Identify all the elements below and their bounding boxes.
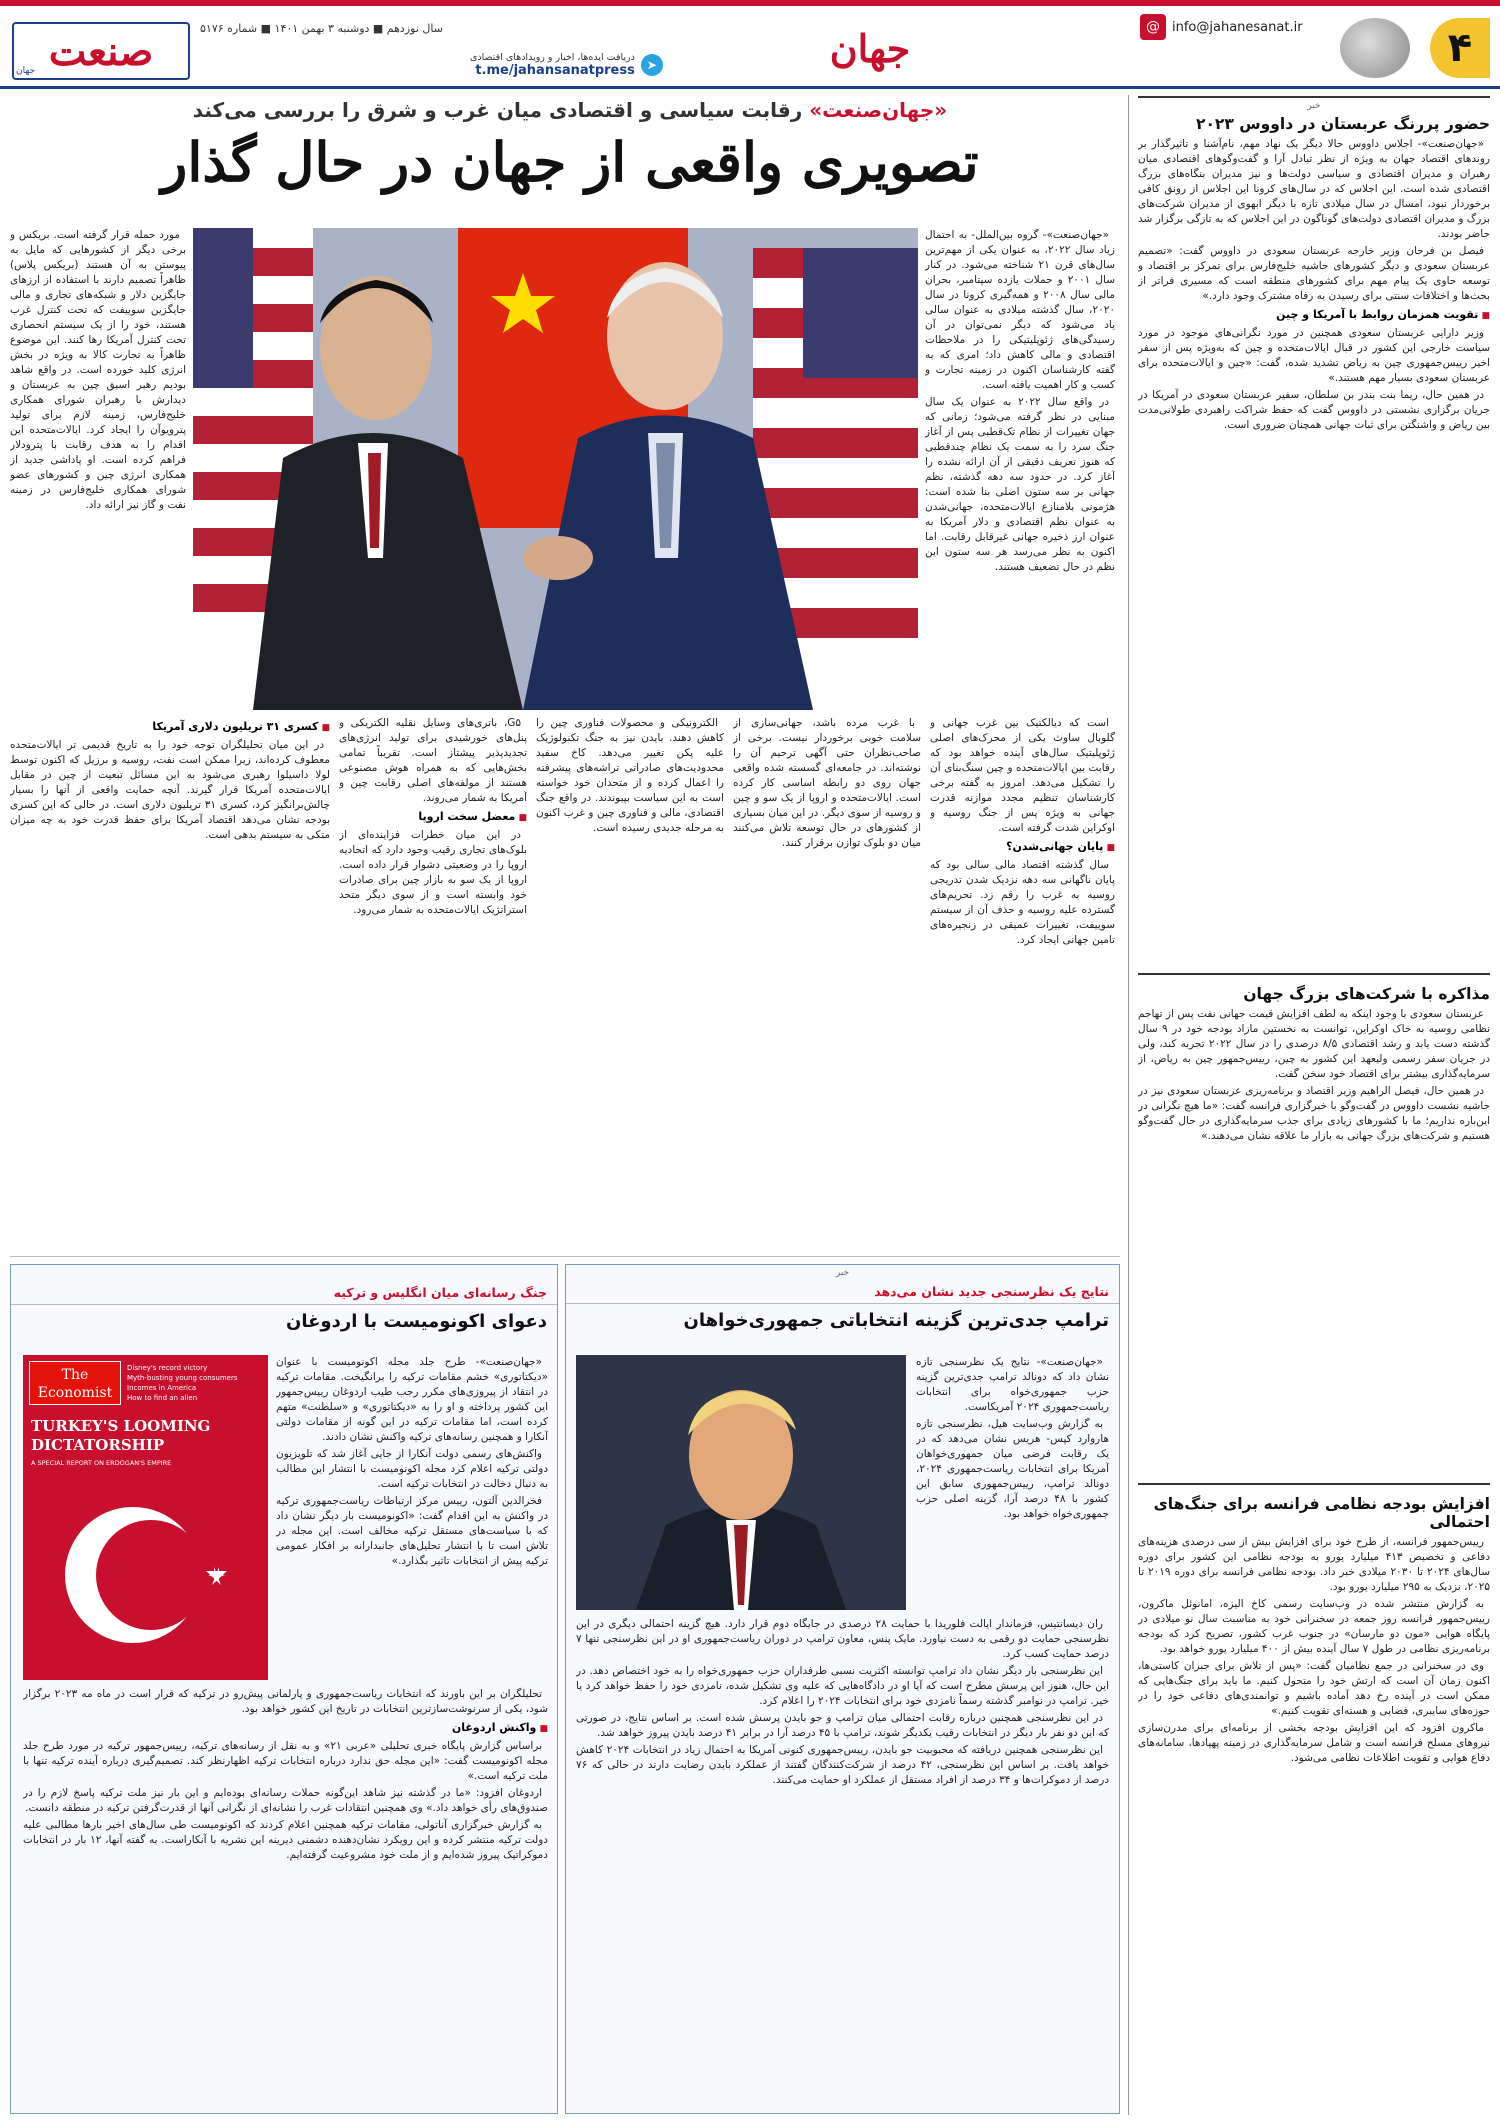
telegram-title: دریافت ایده‌ها، اخبار و رویدادهای اقتصادی <box>470 52 635 63</box>
section-title: جهان <box>829 26 911 71</box>
subheading-end-of-globalization: ■ پایان جهانی‌شدن؟ <box>930 839 1115 856</box>
main-headline: تصویری واقعی از جهان در حال گذار <box>161 130 979 194</box>
economist-col-body <box>23 1687 548 2107</box>
paragraph: G۵، باتری‌های وسایل نقلیه الکتریکی و پنل‌های خورشیدی برای تولید انرژی‌های تجدیدپذیر پیشتاز است. تقریباً تمامی بخش‌هایی که به همراه هوش مصنوعی هستند از مولفه‌های اصلی رقابت چین و آمریکا به شمار می‌روند. <box>339 717 527 804</box>
paragraph: واکنش‌های رسمی دولت آنکارا از جایی آغاز شد که تلویزیون دولتی ترکیه اعلام کرد مجله اکونومیست با انتشار این مطالب به دنبال دخالت در انتخابات ترکیه است. <box>276 1448 548 1490</box>
paragraph: در واقع سال ۲۰۲۲ به عنوان یک سال مبنایی در نظر گرفته می‌شود؛ زمانی که جهان تغییرات از نظام تک‌قطبی پس از آغاز جنگ سرد را به سمت یک نظام چندقطبی که هنوز تعریف دقیقی از آن ارائه نشده را آغاز کرد. در حدود سه دهه گذشته، نظم جهانی بر سه ستون اصلی بنا شده است: هژمونی بلامنازع ایالات‌متحده، جهانی‌شدن به عنوان نظم اقتصادی و دلار آمریکا به عنوان ارز ذخیره جهانی غیرقابل رقابت. اما اکنون به نظر می‌رسد هر سه ستون این نظم در حال تضعیف هستند. <box>925 396 1115 573</box>
sidebar-article3-body <box>1138 1535 1490 2114</box>
cover-teasers <box>127 1363 263 1403</box>
paragraph: این نظرسنجی همچنین دریافته که محبوبیت جو بایدن، رییس‌جمهوری کنونی آمریکا به احتمال زیاد در انتخابات ۲۰۲۴ کاهش خواهد یافت. بر اساس این نظرسنجی، ۴۲ درصد از شرکت‌کنندگان گفتند از عملکرد بایدن رضایت دارند در حالی که ۷۶ درصد از دموکرات‌ها و ۳۴ درصد از افراد مستقل از عملکرد او حمایت می‌کنند. <box>576 1744 1109 1786</box>
email-icon: @ <box>1140 14 1166 40</box>
economist-box-title: دعوای اکونومیست با اردوغان <box>285 1311 547 1332</box>
telegram-link[interactable]: t.me/jahansanatpress <box>475 63 635 78</box>
sidebar-subheading: ■ تقویت همزمان روابط با آمریکا و چین <box>1138 307 1490 324</box>
economist-box <box>10 1264 558 2114</box>
newspaper-logo[interactable] <box>12 22 190 80</box>
paragraph: اردوغان افزود: «ما در گذشته نیز شاهد این‌گونه حملات رسانه‌ای بوده‌ایم و این بار نیز ملت ترکیه پاسخ لازم را در صندوق‌های رأی خواهد داد.» وی همچنین انتقادات غرب را نشانه‌ای از نگرانی آنها از قدرت‌گرفتن ترکیه در منطقه دانست. <box>23 1787 548 1814</box>
trump-illustration <box>576 1355 906 1610</box>
issue-info: سال نوزدهم ■ دوشنبه ۳ بهمن ۱۴۰۱ ■ شماره ۵۱۷۶ <box>200 22 443 35</box>
trump-box-title: ترامپ جدی‌ترین گزینه انتخاباتی جمهوری‌خواهان <box>683 1310 1109 1331</box>
cover-strapline: A SPECIAL REPORT ON ERDOGAN'S EMPIRE <box>31 1459 172 1467</box>
telegram-promo[interactable] <box>470 48 770 82</box>
paragraph: «جهان‌صنعت»- اجلاس داووس حالا دیگر یک نهاد مهم، نام‌آشنا و تاثیرگذار بر روندهای اقتصاد جهان به ویژه از نظر تبادل آرا و گفت‌وگوهای اقتصادی میان رهبران و مدیران اقتصادی و سیاسی دولت‌ها و نیز مدیران بنگاه‌های بزرگ اقتصادی شده است. این اجلاس که در سال‌های کرونا این اجلاس از رونق کافی برخوردار نبود، امسال در سال میلادی تازه با دیگر ابهوی از مدیران شرکت‌های بزرگ و مدیران اقتصادی دولت‌های گوناگون در این اجلاس که به تازگی برگزار شد حاضر بودند. <box>1138 138 1490 240</box>
sidebar-article3-title: افزایش بودجه نظامی فرانسه برای جنگ‌های احتمالی <box>1153 1495 1490 1531</box>
paragraph: تحلیلگران بر این باورند که انتخابات ریاست‌جمهوری و پارلمانی پیش‌رو در ترکیه که قرار است در ماه مه ۲۰۲۳ برگزار شود، یکی از سرنوشت‌سازترین انتخابات در تاریخ این کشور خواهد بود. <box>23 1688 548 1715</box>
photo-xi-biden <box>193 228 918 710</box>
handshake <box>523 536 593 580</box>
sidebar-article1-title: حضور پررنگ عربستان در داووس ۲۰۲۳ <box>1196 115 1490 133</box>
sidebar-divider <box>1128 95 1129 2115</box>
photo-trump <box>576 1355 906 1610</box>
logo-text: صنعت <box>48 27 154 75</box>
main-article-divider <box>10 1256 1120 1257</box>
main-col-4 <box>339 716 527 1251</box>
paragraph: فخرالدین آلتون، رییس مرکز ارتباطات ریاست‌جمهوری ترکیه در واکنش به این اقدام گفت: «اکونومیست بار دیگر نشان داد که با سیاست‌های مستقل ترکیه مخالف است. این مجله در تلاش است تا با انتشار تحلیل‌های جانبدارانه بر افکار عمومی ترکیه پیش از انتخابات تاثیر بگذارد.» <box>276 1495 548 1567</box>
paragraph: به گزارش منتشر شده در وب‌سایت رسمی کاخ الیزه، امانوئل ماکرون، رییس‌جمهور فرانسه روز جمعه در سخنرانی خود به مناسبت سال نو میلادی در پایگاه هوایی «مون دو مارسان» در جنوب غرب کشور، تصریح کرد که بودجه برنامه‌ریزی نظامی در طول ۷ سال آینده بیش از ۴۰۰ میلیارد یورو خواهد بود. <box>1138 1598 1490 1655</box>
sidebar-article2-body <box>1138 1007 1490 1477</box>
subheading-europe-dilemma: ■ معضل سخت اروپا <box>339 809 527 826</box>
paragraph: در همین حال، ریما بنت بندر بن سلطان، سفیر عربستان سعودی در آمریکا در جریان برگزاری نشستی در داووس گفت که حفظ شراکت راهبردی طولانی‌مدت بین ریاض و واشنگتن برای ثبات جهانی همچنان ضروری است. <box>1138 389 1490 431</box>
paragraph: براساس گزارش پایگاه خبری تحلیلی «عربی ۲۱» و به نقل از رسانه‌های ترکیه، رییس‌جمهور ترکیه در مورد طرح جلد مجله اکونومیست گفت: «این مجله حق ندارد درباره انتخابات ترکیه اظهارنظر کند. تصمیم‌گیری درباره آینده ترکیه تنها با ملت ترکیه است.» <box>23 1740 548 1782</box>
kicker-text: رقابت سیاسی و اقتصادی میان غرب و شرق را بررسی می‌کند <box>192 98 803 122</box>
cover-headline: TURKEY'S LOOMING DICTATORSHIP <box>31 1417 211 1454</box>
cover-teaser: How to find an alien <box>127 1394 198 1402</box>
telegram-icon: ➤ <box>641 54 663 76</box>
sidebar-tag: خبر <box>1138 96 1490 111</box>
paragraph: در این میان خطرات فزاینده‌ای از بلوک‌های تجاری رقیب وجود دارد که اتحادیه اروپا را در وضعیتی دشوار قرار داده است. اروپا از یک سو به بازار چین برای صادرات خود وابسته است و از سوی دیگر متحد استراتژیک ایالات‌متحده به شمار می‌رود. <box>339 829 527 916</box>
paragraph: در این میان تحلیلگران توجه خود را به تاریخ قدیمی تر ایالات‌متحده معطوف کرده‌اند، زیرا ممکن است نفت، روسیه و برزیل که اکنون توسط لولا داسیلوا رهبری می‌شود به این مسائل تبعیت از چین در مقابل ایالات‌متحده آمریکا قرار گیرند. آنچه حمایت واقعی از آنها را بسیار چالش‌برانگیز کرد، کسری ۳۱ تریلیون دلاری است. در حالی که این کسری بودجه نشان می‌دهد اقتصاد آمریکا برای حفظ قدرت خود به چه میزان متکی به سیستم بدهی است. <box>10 739 330 841</box>
cover-masthead: The Economist <box>29 1361 121 1405</box>
cover-teaser: Incomes in America <box>127 1384 197 1392</box>
header-top-bar <box>0 0 1500 6</box>
paragraph: به گزارش خبرگزاری آناتولی، مقامات ترکیه همچنین اعلام کردند که اکونومیست طی سال‌های اخیر بارها مطالبی علیه دولت ترکیه منتشر کرده و این رویکرد نشان‌دهنده دشمنی دیرینه این نشریه با آنکاراست. به گفته آنها، ۱۲ بار در انتخابات دموکراتیک پیروز شده‌ایم و از ملت خود مشروعیت گرفته‌ایم. <box>23 1819 548 1861</box>
paragraph: «جهان‌صنعت»- گروه بین‌الملل- به احتمال زیاد سال ۲۰۲۲، به عنوان یکی از مهم‌ترین سال‌های قرن ۲۱ شناخته می‌شود. در کنار سال ۲۰۰۱ و حملات یازده سپتامبر، بحران مالی سال ۲۰۰۸ و همه‌گیری کرونا در سال ۲۰۲۰، سال گذشته میلادی به عنوان سالی یاد می‌شود که دیگر نمی‌توان در آن رسیدگی‌های ژئوپلیتیکی را در ملاحظات اقتصادی و مالی کاهش داد؛ امری که به گفته کارشناسان اکنون در زمینه تجارت و کسب و کار اهمیت یافته است. <box>925 229 1115 391</box>
paragraph: در همین حال، فیصل الراهیم وزیر اقتصاد و برنامه‌ریزی عربستان سعودی نیز در حاشیه نشست داووس در گفت‌وگو با خبرگزاری فرانسه گفت: «ما هیچ نگرانی در این‌باره نداریم؛ ما با کشورهای زیادی برای جذب سرمایه‌گذاری در حال گفت‌وگو هستیم و شرکت‌های بزرگ جهانی به بازار ما علاقه نشان می‌دهند.» <box>1138 1085 1490 1142</box>
paragraph: مورد حمله قرار گرفته است. بریکس و برخی دیگر از کشورهایی که مایل به پیوستن به آن هستند (بریکس پلاس) ظاهراً تصمیم دارند با استفاده از ارزهای جایگزین دلار و شبکه‌های تجاری و مالی جایگزین سوییفت که تحت کنترل غرب هستند، خود را از یک سیستم انحصاری تحت کنترل آمریکا رها کنند. این موضوع ظاهراً به تجارت کالا به ویژه در بخش انرژی کلید خورده است. در واقع شاهد بودیم رهبر اسبق چین به عربستان و دیدارش با رهبران شورای همکاری خلیج‌فارس، زمینه لازم برای تولید پترویوآن را ایجاد کرد. ایالات‌متحده این اقدام را به هدف رقابت با پترودلار فراهم کرده است. او پاداشی جدید از همکاری انرژی چین و کشورهای عضو شورای همکاری خلیج‌فارس در زمینه نفت و گاز نیز ارائه داد. <box>10 229 186 511</box>
main-col-1 <box>930 716 1115 1251</box>
paragraph: فیصل بن فرحان وزیر خارجه عربستان سعودی در داووس گفت: «تصمیم عربستان سعودی و دیگر کشورهای حاشیه خلیج‌فارس برای تمرکز بر اقتصاد و توسعه حاوی یک پیام مهم برای کشورهای منطقه است که مسیری فراتر از بحث‌ها و اختلافات سنتی برای رسیدن به رفاه مشترک وجود دارد.» <box>1138 245 1490 302</box>
sidebar <box>1138 96 1490 2114</box>
page-header <box>0 0 1500 90</box>
subheading-us-deficit: ■ کسری ۳۱ تریلیون دلاری آمریکا <box>10 719 330 736</box>
paragraph: سال گذشته اقتصاد مالی سالی بود که پایان ناگهانی سه دهه نزدیک شدن تدریجی روسیه به غرب را رقم زد. تحریم‌های گسترده علیه روسیه و حذف آن از سیستم سوییفت، تغییرات عمیقی در زنجیره‌های تامین جهانی ایجاد کرد. <box>930 859 1115 946</box>
paragraph: «جهان‌صنعت»- طرح جلد مجله اکونومیست با عنوان «دیکتاتوری» خشم مقامات ترکیه را برانگیخت. مقامات ترکیه در انتقاد از پیروزی‌های مکرر رجب طیب اردوغان رییس‌جمهور این کشور پرداخته و او را به «دیکتاتوری» و «سلطنت» متهم کرده است، اما مقامات ترکیه در این گونه از مقامات دولتی آنکارا و همچنین رسانه‌های ترکیه واکنش نشان دادند. <box>276 1356 548 1443</box>
sidebar-article2-title: مذاکره با شرکت‌های بزرگ جهان <box>1243 985 1490 1003</box>
page-number: ۴ <box>1430 18 1490 78</box>
paragraph: رییس‌جمهور فرانسه، از طرح خود برای افزایش بیش از سی درصدی هزینه‌های دفاعی و تخصیص ۴۱۳ میلیارد یورو به بودجه نظامی این کشور برای دوره سال‌های ۲۰۲۴ تا ۲۰۳۰ میلادی خبر داد. بودجه نظامی فرانسه برای دوره ۲۰۱۹ تا ۲۰۲۵، نزدیک به ۲۹۵ میلیارد یورو بود. <box>1138 1536 1490 1593</box>
economist-box-kicker: جنگ رسانه‌ای میان انگلیس و ترکیه <box>11 1279 557 1305</box>
trump-col-beside <box>916 1355 1109 1610</box>
kicker-source: «جهان‌صنعت» <box>809 98 948 122</box>
economist-cover <box>23 1355 268 1680</box>
paragraph: این نظرسنجی بار دیگر نشان داد ترامپ توانسته اکثریت نسبی طرفداران حزب جمهوری‌خواه را به خود اختصاص دهد. در این حال، هنوز این پرسش مطرح است که آیا او در دادگاه‌هایی که علیه وی تشکیل شده، نامزدی خود را حفظ خواهد کرد یا خیر. ترامپ در نوامبر گذشته رسماً نامزدی خود برای انتخابات ۲۰۲۴ را اعلام کرد. <box>576 1665 1109 1707</box>
main-col-left <box>10 228 186 710</box>
paragraph: به گزارش وب‌سایت هیل، نظرسنجی تازه هاروارد کپس- هریس نشان می‌دهد که در یک رقابت فرضی میان جمهوری‌خواهان آمریکا برای انتخابات ریاست‌جمهوری ۲۰۲۴، دونالد ترامپ، رییس‌جمهوری سابق این کشور با ۴۸ درصد آرا، گزینه اصلی حزب جمهوری‌خواه خواهد بود. <box>916 1418 1109 1520</box>
main-col-5 <box>10 716 330 1251</box>
box-tag: خبر <box>835 1268 850 1278</box>
email-contact[interactable] <box>1140 14 1303 40</box>
paragraph: «جهان‌صنعت»- نتایج یک نظرسنجی تازه نشان داد که دونالد ترامپ جدی‌ترین گزینه حزب جمهوری‌خواه برای انتخابات ریاست‌جمهوری ۲۰۲۴ آمریکاست. <box>916 1356 1109 1413</box>
photo-illustration <box>193 228 918 710</box>
sidebar-article1-body <box>1138 137 1490 967</box>
main-col-3 <box>536 716 724 1251</box>
trump-box-kicker: نتایج یک نظرسنجی جدید نشان می‌دهد <box>566 1278 1119 1304</box>
trump-col-body <box>576 1617 1109 2107</box>
logo-subtitle: جهان <box>16 66 36 76</box>
sidebar-rule <box>1138 973 1490 975</box>
subheading-erdogan-reaction: ■ واکنش اردوغان <box>23 1720 548 1737</box>
email-text[interactable]: info@jahanesanat.ir <box>1172 19 1303 35</box>
paragraph: وزیر دارایی عربستان سعودی همچنین در مورد نگرانی‌های موجود در مورد سیاست خارجی این کشور در قبال ایالات‌متحده و چین که به‌ویژه پس از سفر اخیر رییس‌جمهوری چین به ریاض تشدید شده، گفت: «چین و ایالات‌متحده برای عربستان سعودی بسیار مهم هستند.» <box>1138 327 1490 384</box>
paragraph: است که دیالکتیک بین غرب جهانی و گلوبال ساوث یکی از محرک‌های اصلی ژئوپلیتیک سال‌های آینده خواهد بود که رقابت بین ایالات‌متحده و چین سنگ‌بنای آن را تشکیل می‌دهد. امروز به گفته برخی کارشناسان تنظیم مجدد موازنه قدرت جهانی به ویژه پس از جنگ روسیه و اوکراین شدت گرفته است. <box>930 717 1115 834</box>
paragraph: ماکرون افزود که این افزایش بودجه بخشی از برنامه‌ای برای مدرن‌سازی نیروهای مسلح فرانسه است و شامل سرمایه‌گذاری در زمینه پهپادها، سامانه‌های دفاع هوایی و تقویت اطلاعات نظامی می‌شود. <box>1138 1722 1490 1764</box>
paragraph: الکترونیکی و محصولات فناوری چین را کاهش دهند. بایدن نیز به جنگ تکنولوژیک علیه پکن تغییر می‌دهد. کاخ سفید محدودیت‌های صادراتی تراشه‌های پیشرفته را اعمال کرده و از متحدان خود خواسته است به این سیاست بپیوندند. در واقع جنگ اقتصادی، مالی و فناوری چین و غرب اکنون به مرحله جدیدی رسیده است. <box>536 717 724 834</box>
paragraph: ران دیسانتیس، فرماندار ایالت فلوریدا با حمایت ۲۸ درصدی در جایگاه دوم قرار دارد. هیچ گزینه احتمالی دیگری در این نظرسنجی حمایت دو رقمی به دست نیاورد. مایک پنس، معاون ترامپ در دوران ریاست‌جمهوری او در این نظرسنجی تنها ۷ درصد حمایت کسب کرد. <box>576 1618 1109 1660</box>
trump-poll-box <box>565 1264 1120 2114</box>
paragraph: عربستان سعودی با وجود اینکه به لطف افزایش قیمت جهانی نفت پس از تهاجم نظامی روسیه به خاک اوکراین، توانست به نخستین مازاد بودجه خود در ۹ سال گذشته دست یابد و رشد اقتصادی ۸/۵ درصدی را در سال ۲۰۲۲ تجربه کند، ولی در جریان سفر رسمی ولیعهد این کشور به چین، رییس‌جمهور چین به ریاض، از سرمایه‌گذاری بیشتر برای اقتصاد خود سخن گفت. <box>1138 1008 1490 1080</box>
globe-icon <box>1340 18 1410 78</box>
cover-teaser: Disney's record victory <box>127 1364 208 1372</box>
paragraph: با غرب مرده باشد، جهانی‌سازی از سلامت خوبی برخوردار نیست. برخی از صاحب‌نظران حتی آگهی ترحیم آن را نوشته‌اند. در جامعه‌ای گسسته شده واقعی جهان روی دو رابطه اساسی کار کرده است. ایالات‌متحده و اروپا از یک سو و چین و روسیه از سوی دیگر. در این میان بسیاری از کشورهای در حال توسعه تلاش می‌کنند میان دو بلوک توازن برقرار کنند. <box>733 717 921 849</box>
sidebar-rule <box>1138 1483 1490 1485</box>
header-divider <box>0 86 1500 89</box>
economist-col-beside <box>276 1355 548 1680</box>
paragraph: در این نظرسنجی همچنین درباره رقابت احتمالی میان ترامپ و جو بایدن پرسش شده است. بر اساس نتایج، در صورتی که این دو نفر بار دیگر در انتخابات رقیب یکدیگر شوند، ترامپ با ۴۵ درصد آرا در برابر ۴۱ درصد بایدن پیروز خواهد شد. <box>576 1712 1109 1739</box>
paragraph: وی در سخنرانی در جمع نظامیان گفت: «پس از تلاش برای جبران کاستی‌ها، اکنون زمان آن است که ارتش خود را متحول کنیم. ما باید برای جنگ‌هایی که ممکن است در آینده رخ دهد آماده باشیم و توانمندی‌های دفاعی خود را در حوزه‌های سایبری، فضایی و هسته‌ای تقویت کنیم.» <box>1138 1660 1490 1717</box>
main-col-2 <box>733 716 921 1251</box>
turkish-flag-emblem <box>23 1475 268 1680</box>
main-col-right <box>925 228 1115 710</box>
main-kicker <box>20 98 1120 122</box>
cover-teaser: Myth-busting young consumers <box>127 1374 238 1382</box>
